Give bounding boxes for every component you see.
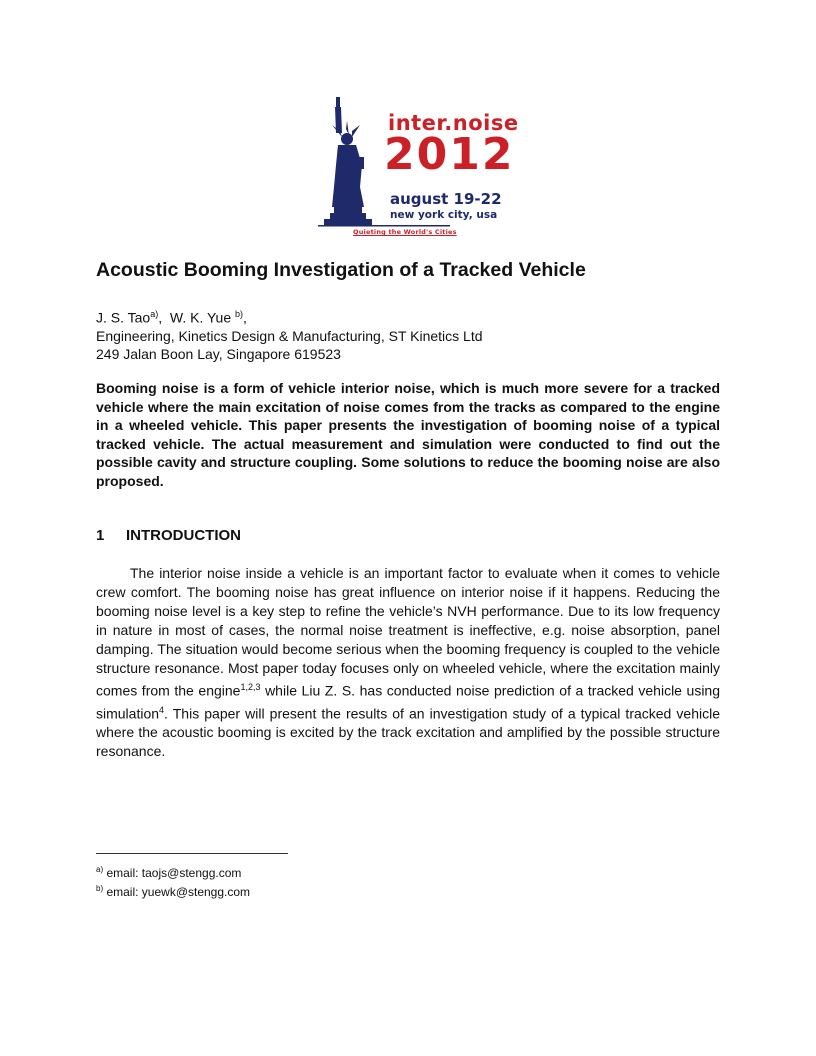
address: 249 Jalan Boon Lay, Singapore 619523 bbox=[96, 345, 341, 362]
author-line: J. S. Tao$^{a)}$, W. K. Yue $^{b)}$, bbox=[96, 309, 247, 326]
footnote bbox=[96, 881, 250, 900]
footnote-divider bbox=[96, 853, 288, 854]
footnotes bbox=[96, 862, 250, 900]
author-mark: a) bbox=[150, 309, 159, 319]
section-number: 1 bbox=[96, 527, 105, 544]
citation: 4 bbox=[159, 704, 165, 715]
logo-date: august 19-22 bbox=[390, 190, 502, 208]
footnote bbox=[96, 862, 250, 881]
introduction-paragraph bbox=[96, 564, 720, 761]
footnote-mark: a) bbox=[96, 865, 104, 874]
paper-title: Acoustic Booming Investigation of a Tracked Vehicle bbox=[96, 259, 586, 281]
conference-logo bbox=[318, 95, 519, 245]
logo-tagline: Quieting the World's Cities bbox=[353, 228, 457, 236]
footnote-text: email: yuewk@stengg.com bbox=[103, 885, 251, 899]
intro-text-3: . This paper will present the results of an investigation study of a typical tracked vehicle where the acoustic booming is excited by the track excitation and amplified by the possible structure resonance. bbox=[96, 705, 720, 760]
author-name: W. K. Yue bbox=[169, 309, 232, 326]
logo-year: 2012 bbox=[384, 129, 515, 180]
abstract: Booming noise is a form of vehicle interior noise, which is much more severe for a tracked vehicle where the main excitation of noise comes from the tracks as compared to the engine in a wheeled vehicle. This paper presents the investigation of booming noise of a typical tracked vehicle. The actual measurement and simulation were conducted to find out the possible cavity and structure coupling. Some solutions to reduce the booming noise are also proposed. bbox=[96, 380, 720, 489]
citation: 1,2,3 bbox=[240, 682, 261, 692]
intro-text-2: while Liu Z. S. has conducted noise prediction of a tracked vehicle using simulation bbox=[96, 682, 721, 722]
author-block bbox=[96, 305, 483, 363]
affiliation: Engineering, Kinetics Design & Manufacturing, ST Kinetics Ltd bbox=[96, 327, 483, 344]
footnote-text: email: taojs@stengg.com bbox=[103, 866, 242, 880]
author-name: J. S. Tao bbox=[96, 309, 151, 326]
section-title: INTRODUCTION bbox=[126, 527, 241, 544]
logo-city: new york city, usa bbox=[390, 209, 498, 221]
logo-title: inter.noise bbox=[388, 111, 519, 135]
section-heading bbox=[96, 527, 241, 544]
footnote-mark: b) bbox=[96, 884, 104, 893]
intro-text-1: The interior noise inside a vehicle is an important factor to evaluate when it comes to vehicle crew comfort. The booming noise has great influence on interior noise if it happens. Reducing the booming noise level is a key step to refine the vehicle’s NVH performance. Due to its low frequency in nature in most of cases, the normal noise treatment is ineffective, e.g. noise absorption, panel damping. The situation would become serious when the booming frequency is coupled to the vehicle structure resonance. Most paper today focuses only on wheeled vehicle, where the excitation mainly comes from the engine bbox=[96, 565, 720, 699]
author-mark: b) bbox=[235, 309, 244, 319]
